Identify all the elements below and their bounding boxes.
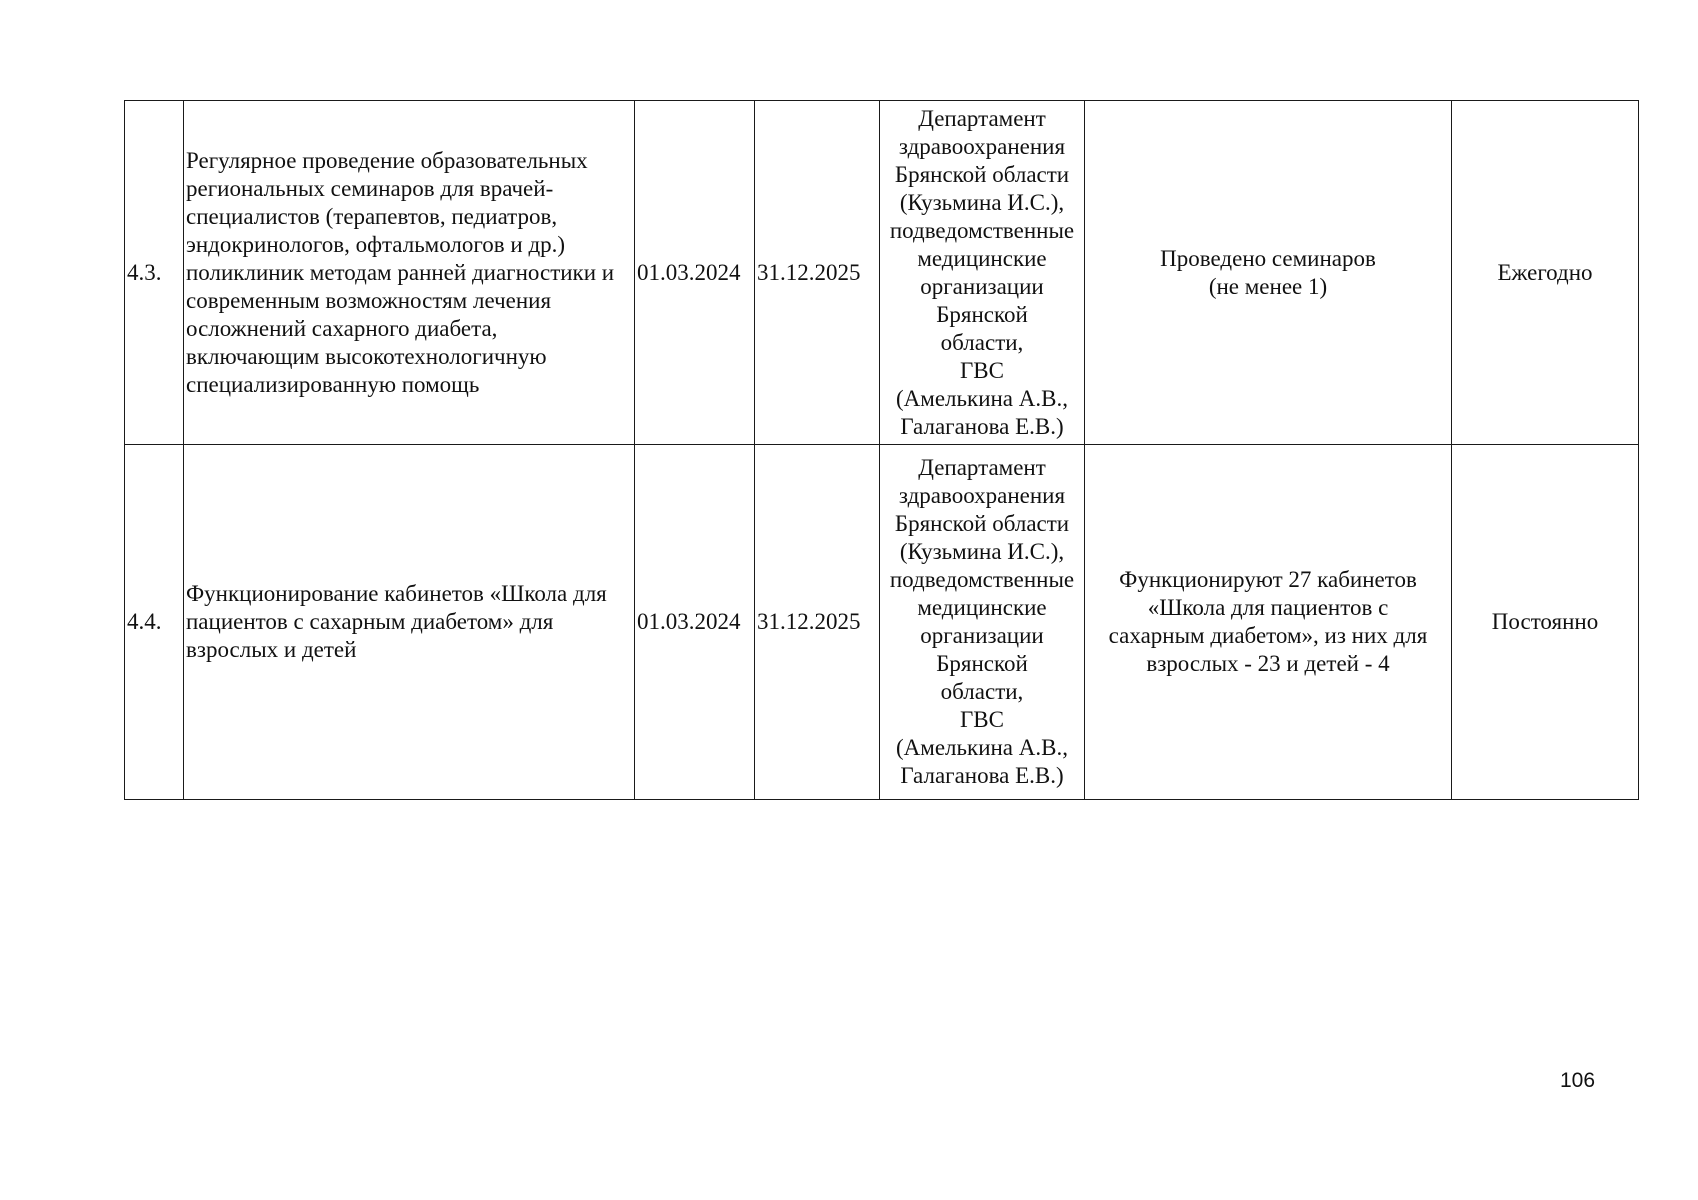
responsible-line: Брянской области — [894, 511, 1070, 536]
responsible-line: здравоохранения — [898, 483, 1066, 508]
responsible-line: области, — [940, 679, 1024, 704]
responsible-line: медицинские — [917, 245, 1047, 271]
measure-title: Регулярное проведение образовательных региональных семинаров для врачей-специалистов (терапевтов, педиатров, эндокринологов, офтальмологов и др.) поликлиник методам ранней диагностики и современным возможностям лечения осложнений сахарного диабета, включающим высокотехнологичную специализированную помощь — [184, 101, 635, 445]
table-row — [125, 445, 1639, 800]
responsible-line: организации — [920, 273, 1044, 299]
start-date: 01.03.2024 — [635, 445, 755, 800]
responsible-line: подведомственные — [889, 217, 1075, 243]
table-row — [125, 101, 1639, 445]
responsible-line: медицинские — [917, 595, 1047, 620]
responsible-line: здравоохранения — [898, 133, 1066, 159]
end-date: 31.12.2025 — [755, 101, 880, 445]
responsible-executors — [880, 445, 1085, 800]
responsible-line: Галаганова Е.В.) — [900, 763, 1064, 788]
responsible-line: подведомственные — [889, 567, 1075, 592]
periodicity: Ежегодно — [1452, 101, 1639, 445]
result-line: (не менее 1) — [1208, 273, 1328, 299]
end-date: 31.12.2025 — [755, 445, 880, 800]
result-line: Функционируют 27 кабинетов — [1119, 567, 1417, 592]
responsible-line: (Амелькина А.В., — [896, 385, 1068, 411]
result-line: взрослых - 23 и детей - 4 — [1146, 651, 1390, 676]
expected-result — [1085, 445, 1452, 800]
responsible-line: Галаганова Е.В.) — [900, 413, 1064, 439]
responsible-line: Брянской — [936, 651, 1028, 676]
responsible-line: Департамент — [918, 105, 1046, 131]
responsible-line: (Амелькина А.В., — [896, 735, 1068, 760]
start-date: 01.03.2024 — [635, 101, 755, 445]
periodicity: Постоянно — [1452, 445, 1639, 800]
measure-title: Функционирование кабинетов «Школа для пациентов с сахарным диабетом» для взрослых и детей — [184, 445, 635, 800]
responsible-line: (Кузьмина И.С.), — [899, 539, 1065, 564]
responsible-line: организации — [920, 623, 1044, 648]
responsible-line: Департамент — [918, 455, 1046, 480]
responsible-line: Брянской — [936, 301, 1028, 327]
expected-result — [1085, 101, 1452, 445]
result-line: Проведено семинаров — [1160, 245, 1376, 271]
responsible-executors — [880, 101, 1085, 445]
responsible-line: ГВС — [960, 357, 1004, 383]
responsible-line: (Кузьмина И.С.), — [899, 189, 1065, 215]
responsible-line: области, — [940, 329, 1024, 355]
responsible-line: ГВС — [960, 707, 1004, 732]
item-number: 4.3. — [125, 101, 184, 445]
action-plan-table — [124, 100, 1639, 800]
responsible-line: Брянской области — [894, 161, 1070, 187]
item-number: 4.4. — [125, 445, 184, 800]
result-line: «Школа для пациентов с — [1147, 595, 1389, 620]
result-line: сахарным диабетом», из них для — [1108, 623, 1428, 648]
page-number: 106 — [1560, 1069, 1596, 1092]
